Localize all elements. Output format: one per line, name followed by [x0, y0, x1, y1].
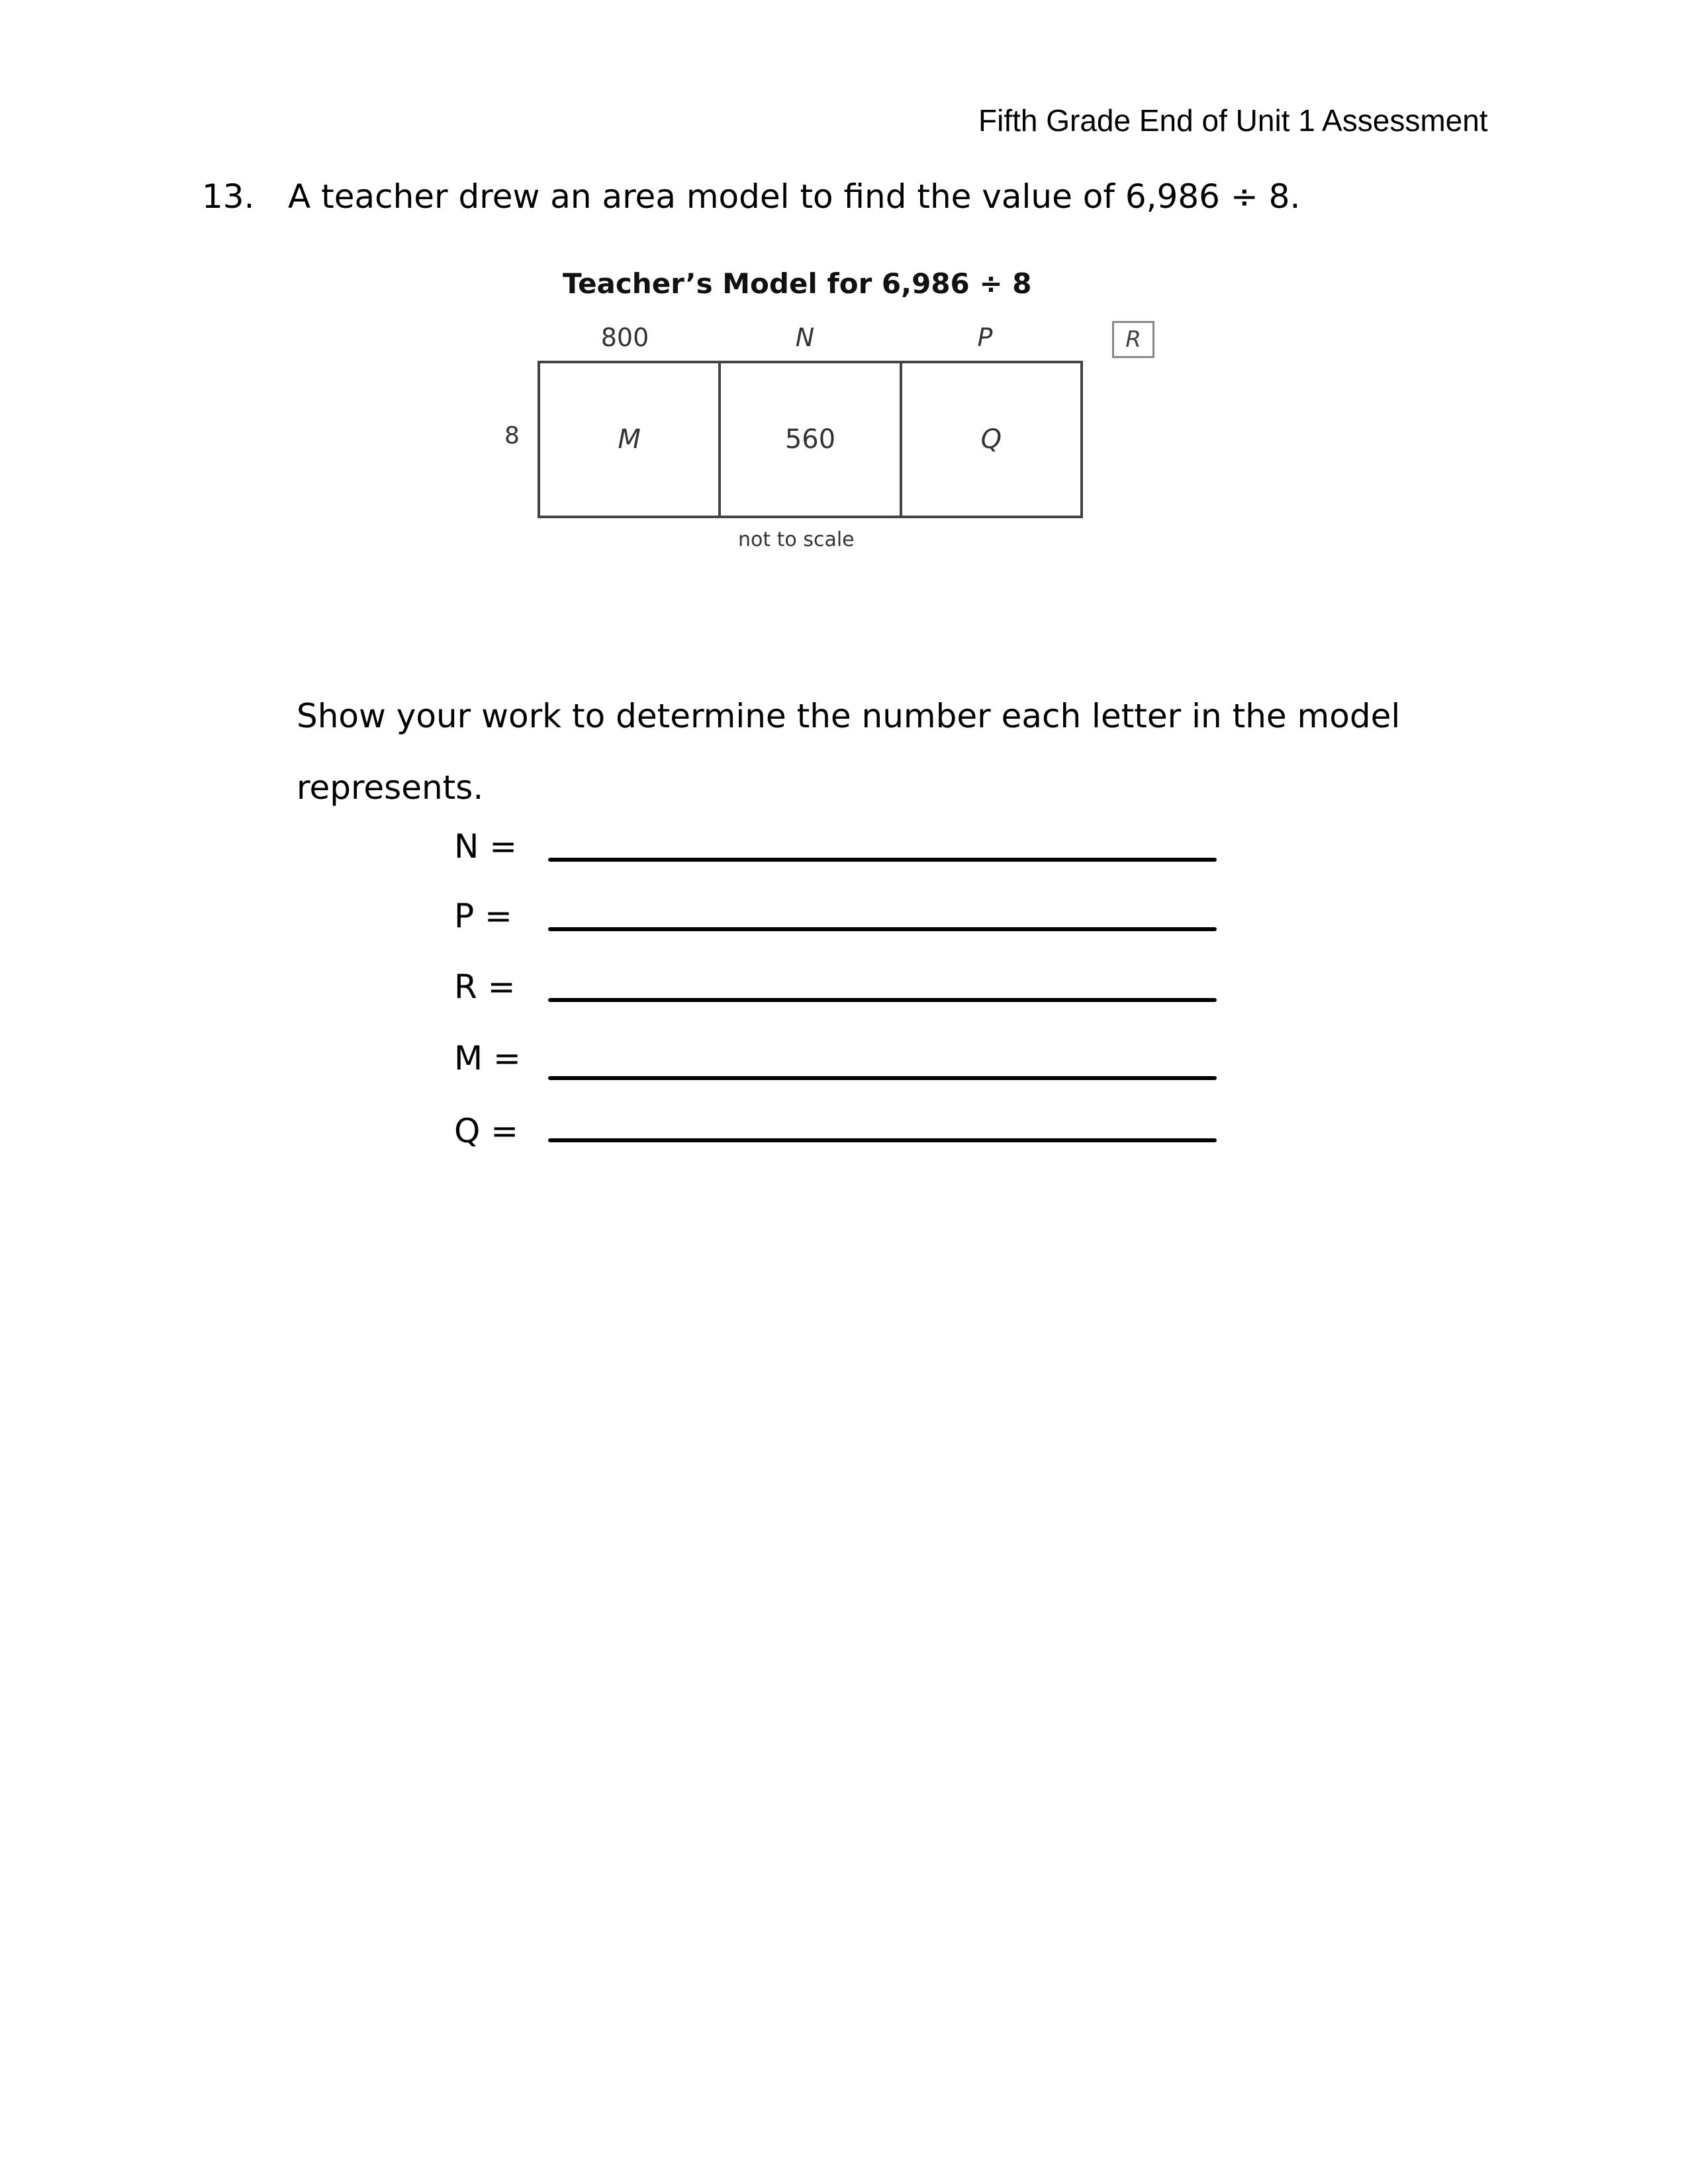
area-cell-560: 560	[718, 363, 899, 516]
page-header: Fifth Grade End of Unit 1 Assessment	[978, 103, 1488, 138]
answer-row-p	[454, 897, 1248, 943]
answer-row-m	[454, 1039, 1248, 1085]
answer-line-n[interactable]	[548, 858, 1217, 862]
question-number: 13.	[202, 177, 255, 216]
model-top-label-800: 800	[600, 323, 649, 352]
model-title: Teacher’s Model for 6,986 ÷ 8	[563, 267, 1032, 300]
model-top-label-n: N	[795, 323, 815, 352]
remainder-box: R	[1112, 321, 1154, 358]
model-side-label: 8	[504, 422, 520, 449]
answer-label-q: Q =	[454, 1112, 519, 1150]
answer-line-p[interactable]	[548, 927, 1217, 931]
area-cell-q: Q	[900, 363, 1080, 516]
answer-line-q[interactable]	[548, 1138, 1217, 1142]
answer-label-r: R =	[454, 968, 516, 1006]
answer-row-n	[454, 827, 1248, 874]
area-model	[538, 361, 1083, 518]
answer-label-n: N =	[454, 827, 518, 866]
answer-row-q	[454, 1112, 1248, 1158]
question-text: A teacher drew an area model to find the value of 6,986 ÷ 8.	[288, 177, 1301, 216]
answer-label-m: M =	[454, 1039, 521, 1077]
area-cell-m: M	[618, 424, 641, 455]
answer-line-r[interactable]	[548, 998, 1217, 1002]
model-top-label-p: P	[977, 323, 993, 352]
scale-note: not to scale	[738, 528, 855, 551]
answer-line-m[interactable]	[548, 1076, 1217, 1080]
answer-row-r	[454, 968, 1248, 1014]
instructions-text: Show your work to determine the number each letter in the model represents.	[297, 697, 1401, 807]
answer-label-p: P =	[454, 897, 512, 935]
